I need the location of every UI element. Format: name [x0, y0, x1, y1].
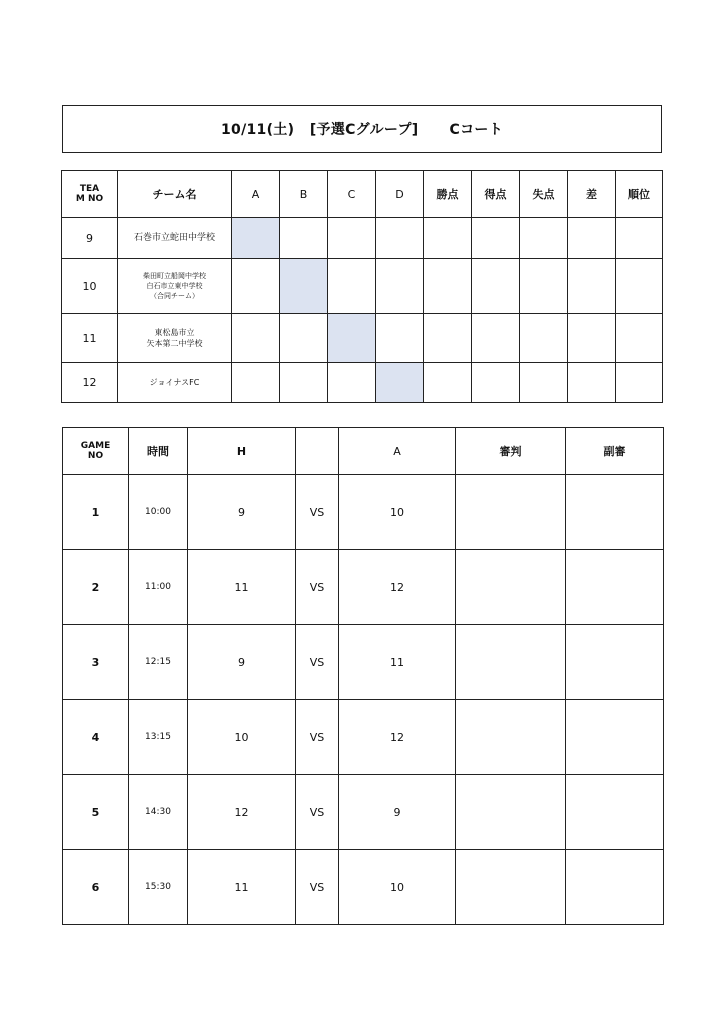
- title-court: Cコート: [449, 122, 503, 138]
- result-cell: [328, 218, 376, 259]
- result-cell: [232, 218, 280, 259]
- game-time: 14:30: [129, 775, 188, 850]
- game-time: 11:00: [129, 550, 188, 625]
- result-cell: [376, 363, 424, 403]
- assistant-referee-cell: [566, 775, 664, 850]
- difference-cell: [568, 363, 616, 403]
- game-table-header: [63, 428, 664, 475]
- table-row: [63, 550, 664, 625]
- game-time: 12:15: [129, 625, 188, 700]
- home-team: 10: [188, 700, 296, 775]
- referee-cell: [456, 850, 566, 925]
- rank-cell: [616, 218, 663, 259]
- header-d: D: [376, 171, 424, 218]
- away-team: 12: [339, 550, 456, 625]
- table-row: [62, 314, 663, 363]
- home-team: 9: [188, 625, 296, 700]
- team-no: 9: [62, 218, 118, 259]
- rank-cell: [616, 363, 663, 403]
- game-no: 3: [63, 625, 129, 700]
- away-team: 9: [339, 775, 456, 850]
- header-home: H: [188, 428, 296, 475]
- referee-cell: [456, 625, 566, 700]
- vs-label: VS: [296, 625, 339, 700]
- goals-for-cell: [472, 314, 520, 363]
- home-team: 11: [188, 850, 296, 925]
- assistant-referee-cell: [566, 475, 664, 550]
- header-c: C: [328, 171, 376, 218]
- result-cell: [376, 218, 424, 259]
- header-b: B: [280, 171, 328, 218]
- rank-cell: [616, 259, 663, 314]
- win-points-cell: [424, 259, 472, 314]
- game-no: 1: [63, 475, 129, 550]
- page-title: [62, 105, 662, 153]
- difference-cell: [568, 314, 616, 363]
- result-cell: [280, 363, 328, 403]
- goals-against-cell: [520, 363, 568, 403]
- result-cell: [280, 218, 328, 259]
- result-cell: [376, 259, 424, 314]
- table-row: [63, 850, 664, 925]
- result-cell: [232, 259, 280, 314]
- header-win-points: 勝点: [424, 171, 472, 218]
- referee-cell: [456, 475, 566, 550]
- away-team: 12: [339, 700, 456, 775]
- game-time: 15:30: [129, 850, 188, 925]
- table-row: [63, 475, 664, 550]
- header-team-name: チーム名: [118, 171, 232, 218]
- result-cell: [232, 314, 280, 363]
- referee-cell: [456, 700, 566, 775]
- header-goals-for: 得点: [472, 171, 520, 218]
- game-time: 13:15: [129, 700, 188, 775]
- header-goals-against: 失点: [520, 171, 568, 218]
- game-no: 6: [63, 850, 129, 925]
- team-name: ジョイナスFC: [118, 363, 232, 403]
- table-row: [62, 259, 663, 314]
- goals-against-cell: [520, 259, 568, 314]
- header-game-no: GAME NO: [63, 428, 129, 475]
- team-name: 柴田町立船岡中学校 白石市立東中学校 （合同チーム）: [118, 259, 232, 314]
- difference-cell: [568, 218, 616, 259]
- game-no: 4: [63, 700, 129, 775]
- title-group: [予選Cグループ]: [309, 122, 419, 138]
- game-time: 10:00: [129, 475, 188, 550]
- header-away: A: [339, 428, 456, 475]
- team-table-header: [62, 171, 663, 218]
- assistant-referee-cell: [566, 700, 664, 775]
- header-time: 時間: [129, 428, 188, 475]
- referee-cell: [456, 775, 566, 850]
- team-name: 東松島市立 矢本第二中学校: [118, 314, 232, 363]
- game-no: 5: [63, 775, 129, 850]
- goals-for-cell: [472, 259, 520, 314]
- title-date: 10/11(土): [221, 122, 295, 138]
- vs-label: VS: [296, 475, 339, 550]
- result-cell: [328, 363, 376, 403]
- team-name: 石巻市立蛇田中学校: [118, 218, 232, 259]
- header-a: A: [232, 171, 280, 218]
- header-vs: [296, 428, 339, 475]
- result-cell: [280, 314, 328, 363]
- team-no: 11: [62, 314, 118, 363]
- header-rank: 順位: [616, 171, 663, 218]
- home-team: 9: [188, 475, 296, 550]
- table-row: [63, 625, 664, 700]
- team-no: 10: [62, 259, 118, 314]
- vs-label: VS: [296, 775, 339, 850]
- win-points-cell: [424, 363, 472, 403]
- win-points-cell: [424, 218, 472, 259]
- home-team: 11: [188, 550, 296, 625]
- result-cell: [328, 259, 376, 314]
- table-row: [63, 700, 664, 775]
- away-team: 10: [339, 850, 456, 925]
- result-cell: [376, 314, 424, 363]
- win-points-cell: [424, 314, 472, 363]
- team-table: [61, 170, 663, 403]
- table-row: [62, 363, 663, 403]
- game-table: [62, 427, 664, 925]
- result-cell: [328, 314, 376, 363]
- referee-cell: [456, 550, 566, 625]
- goals-against-cell: [520, 314, 568, 363]
- game-no: 2: [63, 550, 129, 625]
- goals-for-cell: [472, 363, 520, 403]
- away-team: 11: [339, 625, 456, 700]
- table-row: [63, 775, 664, 850]
- goals-for-cell: [472, 218, 520, 259]
- header-team-no: TEAM NO: [62, 171, 118, 218]
- vs-label: VS: [296, 850, 339, 925]
- team-no: 12: [62, 363, 118, 403]
- result-cell: [232, 363, 280, 403]
- rank-cell: [616, 314, 663, 363]
- goals-against-cell: [520, 218, 568, 259]
- difference-cell: [568, 259, 616, 314]
- header-referee: 審判: [456, 428, 566, 475]
- header-assistant-referee: 副審: [566, 428, 664, 475]
- vs-label: VS: [296, 700, 339, 775]
- table-row: [62, 218, 663, 259]
- vs-label: VS: [296, 550, 339, 625]
- home-team: 12: [188, 775, 296, 850]
- assistant-referee-cell: [566, 850, 664, 925]
- header-difference: 差: [568, 171, 616, 218]
- assistant-referee-cell: [566, 550, 664, 625]
- assistant-referee-cell: [566, 625, 664, 700]
- away-team: 10: [339, 475, 456, 550]
- result-cell: [280, 259, 328, 314]
